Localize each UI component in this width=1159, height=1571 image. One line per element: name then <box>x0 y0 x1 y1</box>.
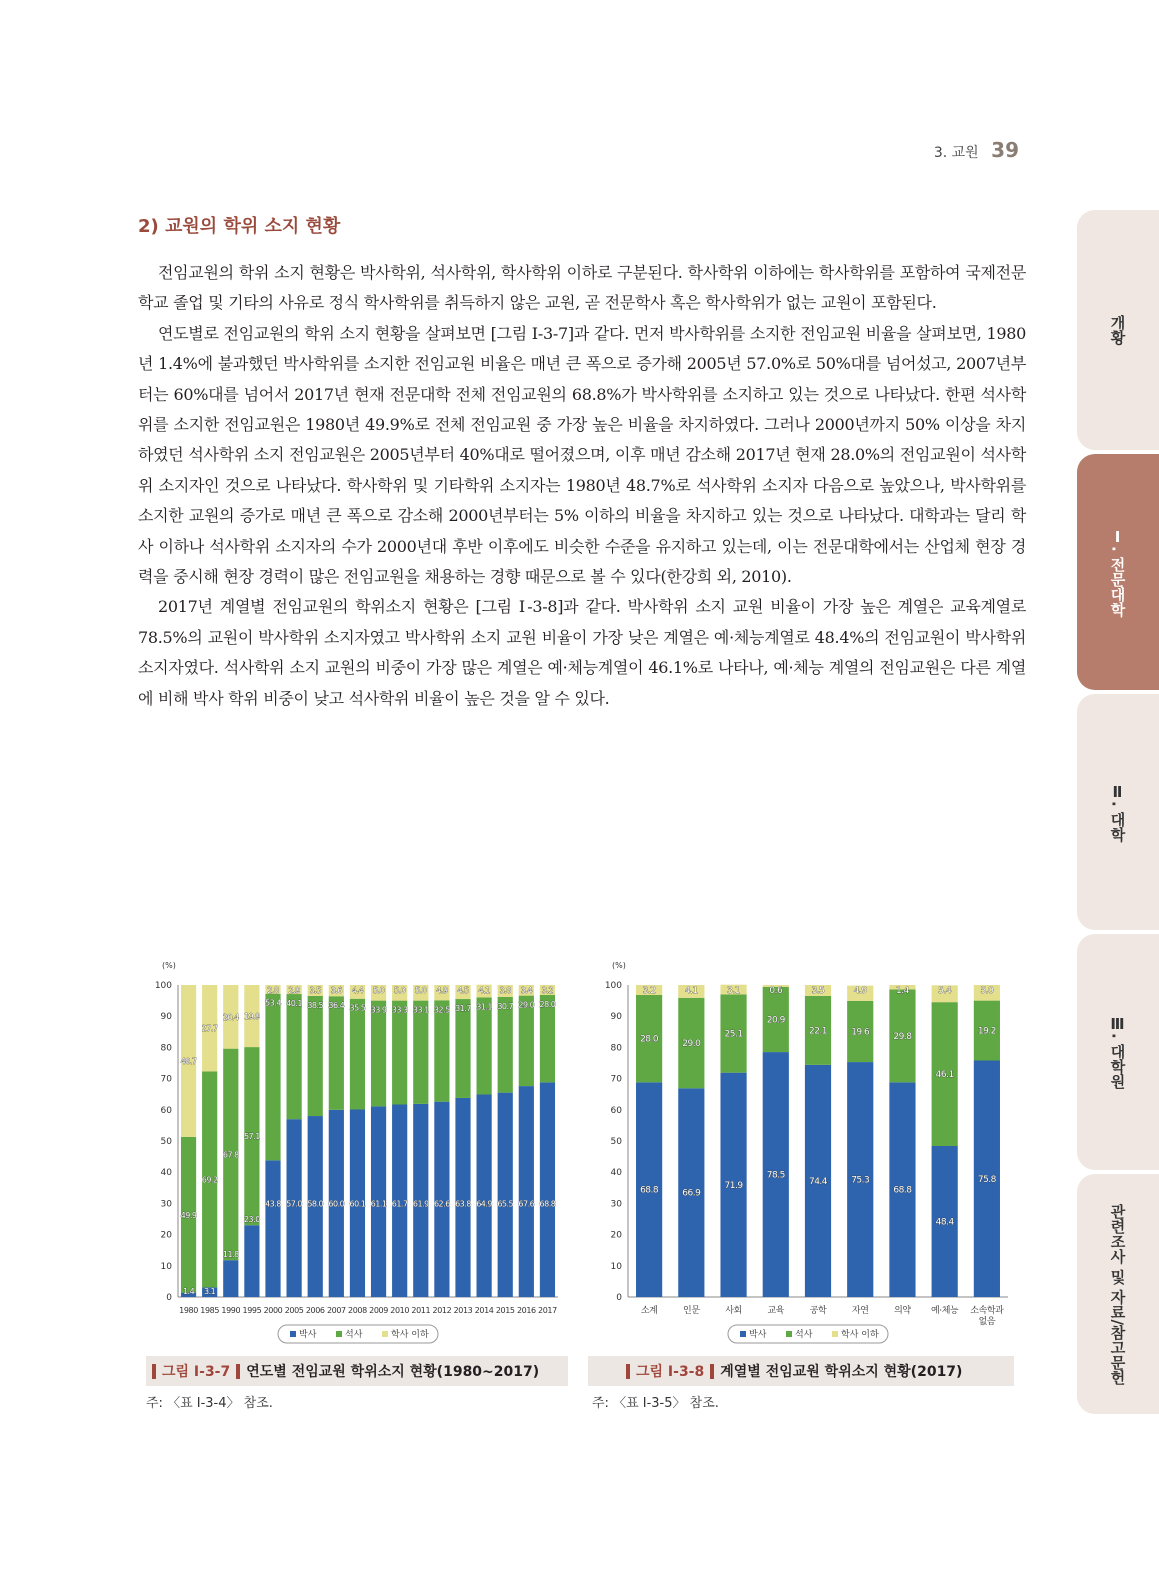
data-label-doctor: 75.8 <box>977 1174 996 1185</box>
y-tick-label: 30 <box>160 1199 172 1210</box>
bar-segment-doctor <box>223 1260 238 1297</box>
tab-label: Ⅲ. 대학원 <box>1108 1015 1127 1089</box>
x-tick-label: 없음 <box>978 1317 996 1327</box>
bar-segment-master <box>434 1000 449 1101</box>
y-tick-label: 0 <box>166 1293 172 1303</box>
data-label-doctor: 66.9 <box>682 1188 701 1199</box>
section-title: 2) 교원의 학위 소지 현황 <box>138 216 341 237</box>
tab-label: Ⅰ. 전문대학 <box>1108 527 1127 617</box>
data-label-master: 33.3 <box>391 1005 408 1015</box>
data-label-bachelor: 1.4 <box>896 986 909 996</box>
legend-label: 학사 이하 <box>391 1330 429 1340</box>
y-tick-label: 50 <box>160 1137 172 1147</box>
x-tick-label: 2008 <box>348 1306 367 1315</box>
bar-segment-master <box>455 999 470 1098</box>
data-label-master: 53.4 <box>265 998 281 1008</box>
data-label-bachelor: 19.9 <box>243 1012 260 1022</box>
data-label-bachelor: 5.0 <box>372 986 385 995</box>
y-tick-label: 100 <box>154 981 172 991</box>
legend-label: 학사 이하 <box>841 1330 879 1340</box>
y-tick-label: 90 <box>610 1012 622 1023</box>
data-label-master: 28.0 <box>640 1034 659 1045</box>
data-label-master: 57.1 <box>243 1132 260 1142</box>
y-tick-label: 10 <box>610 1261 622 1272</box>
x-tick-label: 예·체능 <box>930 1306 959 1316</box>
x-tick-label: 교육 <box>767 1306 785 1316</box>
bar-segment-doctor <box>455 1098 470 1297</box>
caption-marker <box>152 1364 156 1379</box>
data-label-master: 32.5 <box>433 1005 450 1015</box>
x-tick-label: 2015 <box>495 1306 515 1315</box>
data-label-doctor: 68.8 <box>640 1185 659 1196</box>
data-label-master: 25.1 <box>724 1029 743 1040</box>
x-tick-label: 2007 <box>326 1306 346 1315</box>
data-label-doctor: 71.9 <box>724 1180 743 1191</box>
data-label-doctor: 61.1 <box>370 1199 387 1209</box>
y-tick-label: 80 <box>160 1043 172 1054</box>
bar-segment-doctor <box>498 1093 513 1297</box>
x-tick-label: 2014 <box>474 1306 494 1315</box>
data-label-bachelor: 3.2 <box>642 986 656 996</box>
data-label-doctor: 1.4 <box>182 1287 195 1296</box>
bar-segment-doctor <box>244 1225 259 1297</box>
header-section: 3. 교원 <box>933 145 979 161</box>
data-label-bachelor: 0.6 <box>769 986 783 996</box>
x-tick-label: 1980 <box>179 1306 198 1315</box>
caption-marker <box>236 1364 240 1379</box>
y-unit-label: (%) <box>612 961 626 970</box>
paragraph: 연도별로 전임교원의 학위 소지 현황을 살펴보면 [그림 Ⅰ-3-7]과 같다. 먼저 박사학위를 소지한 전임교원 비율을 살펴보면, 1980년 1.4%에 불과했던 박사학위를 소지한 전임교원 비율은 매년 큰 폭으로 증가해 2005년 57.0%로 50%대를 넘어섰고, 2007년부터는 60%대를 넘어서 2017년 현재 전문대학 전체 전임교원의 68.8%가 박사학위를 소지하고 있는 것으로 나타났다. 한편 석사학위를 소지한 전임교원은 1980년 49.9%로 전체 전임교원 중 가장 높은 비율을 차지하였다. 그러나 2000년까지 50% 이상을 차지하였던 석사학위 소지 전임교원은 2005년부터 40%대로 떨어졌으며, 이후 매년 감소해 2017년 현재 28.0%의 전임교원이 석사학위 소지자인 것으로 나타났다. 학사학위 및 기타학위 소지자는 1980년 48.7%로 석사학위 소지자 다음으로 높았으나, 박사학위를 소지한 교원의 증가로 매년 큰 폭으로 감소해 2000년부터는 5% 이하의 비율을 차지하고 있는 것으로 나타났다. 대학과는 달리 학사 이하나 석사학위 소지자의 수가 2000년대 후반 이후에도 비슷한 수준을 유지하고 있는데, 이는 전문대학에서는 산업체 현장 경력을 중시해 현장 경력이 많은 전임교원을 채용하는 경향 때문으로 볼 수 있다(한강희 외, 2010). <box>138 323 1026 587</box>
bar-segment-doctor <box>477 1095 492 1297</box>
data-label-master: 69.2 <box>201 1175 218 1185</box>
data-label-bachelor: 2.8 <box>267 986 279 995</box>
data-label-bachelor: 2.9 <box>288 986 300 995</box>
data-label-master: 49.9 <box>180 1210 197 1220</box>
y-tick-label: 70 <box>160 1074 172 1085</box>
tab-graduate-school[interactable] <box>1077 934 1159 1170</box>
data-label-master: 19.6 <box>851 1027 870 1038</box>
data-label-master: 29.8 <box>893 1031 912 1042</box>
data-label-bachelor: 5.0 <box>980 986 994 996</box>
data-label-doctor: 3.1 <box>204 1287 216 1296</box>
data-label-doctor: 68.8 <box>539 1199 556 1209</box>
data-label-bachelor: 5.0 <box>415 986 427 995</box>
data-label-master: 19.2 <box>977 1026 996 1037</box>
bar-segment-master <box>265 994 280 1161</box>
chart-by-field-svg <box>588 952 1020 1352</box>
tab-references[interactable] <box>1077 1174 1159 1414</box>
x-tick-label: 2006 <box>305 1306 325 1315</box>
data-label-bachelor: 4.1 <box>684 986 698 996</box>
data-label-master: 38.5 <box>307 1000 324 1010</box>
data-label-bachelor: 20.4 <box>222 1012 239 1022</box>
data-label-master: 67.8 <box>222 1150 239 1160</box>
data-label-doctor: 74.4 <box>808 1176 828 1187</box>
bar-segment-master <box>350 999 365 1110</box>
y-tick-label: 10 <box>160 1261 172 1272</box>
bar-segment-master <box>477 997 492 1094</box>
x-tick-label: 2012 <box>432 1306 452 1315</box>
paragraph: 2017년 계열별 전임교원의 학위소지 현황은 [그림 Ⅰ-3-8]과 같다. 박사학위 소지 교원 비율이 가장 높은 계열은 교육계열로 78.5%의 교원이 박사학위 소지자였고 박사학위 소지 교원 비율이 가장 낮은 계열은 예·체능계열로 48.4%의 전임교원이 박사학위 소지자였다. 석사학위 소지 교원의 비중이 가장 많은 계열은 예·체능계열이 46.1%로 나타나, 예·체능 계열의 전임교원은 다른 계열에 비해 박사 학위 비중이 낮고 석사학위 비율이 높은 것을 알 수 있다. <box>138 597 1026 708</box>
caption-label: 그림 Ⅰ-3-7 <box>162 1364 231 1380</box>
y-tick-label: 40 <box>160 1168 172 1179</box>
bar-segment-master <box>392 1001 407 1105</box>
x-tick-label: 2000 <box>263 1306 283 1315</box>
tab-label: Ⅱ. 대학 <box>1108 782 1127 842</box>
page-header <box>934 138 1019 162</box>
data-label-master: 40.1 <box>286 999 303 1009</box>
figure-note-2: 주: 〈표 Ⅰ-3-5〉 참조. <box>592 1396 719 1411</box>
y-tick-label: 30 <box>610 1199 622 1210</box>
data-label-doctor: 61.7 <box>391 1199 408 1209</box>
chart-by-year-svg <box>138 952 570 1352</box>
x-tick-label: 소속학과 <box>970 1306 1004 1316</box>
data-label-master: 29.0 <box>518 1000 535 1010</box>
tab-label: 개황 <box>1108 315 1127 345</box>
legend-swatch <box>740 1331 746 1337</box>
x-tick-label: 사회 <box>725 1306 742 1316</box>
caption-label: 그림 Ⅰ-3-8 <box>636 1364 705 1380</box>
legend-label: 박사 <box>749 1330 767 1340</box>
y-tick-label: 90 <box>160 1012 172 1023</box>
data-label-master: 33.9 <box>370 1005 387 1015</box>
legend-swatch <box>786 1331 792 1337</box>
y-tick-label: 60 <box>160 1105 172 1116</box>
data-label-doctor: 57.0 <box>286 1199 303 1209</box>
y-unit-label: (%) <box>162 961 176 970</box>
x-tick-label: 소계 <box>640 1306 658 1316</box>
data-label-doctor: 11.8 <box>222 1250 239 1260</box>
data-label-bachelor: 4.1 <box>478 986 490 995</box>
data-label-bachelor: 3.1 <box>727 986 740 996</box>
data-label-bachelor: 3.5 <box>309 986 321 995</box>
legend-swatch <box>832 1331 838 1337</box>
body-text <box>138 258 1026 714</box>
legend-swatch <box>336 1331 342 1337</box>
data-label-doctor: 61.9 <box>412 1199 429 1209</box>
x-tick-label: 2010 <box>390 1306 410 1315</box>
y-tick-label: 20 <box>160 1230 172 1241</box>
tab-label: 관련조사 및 자료/참고문헌 <box>1108 1203 1127 1385</box>
data-label-master: 29.0 <box>682 1039 701 1050</box>
data-label-doctor: 75.3 <box>851 1175 870 1186</box>
x-tick-label: 인문 <box>683 1306 700 1316</box>
data-label-bachelor: 5.4 <box>938 986 952 996</box>
data-label-doctor: 68.8 <box>893 1185 912 1196</box>
data-label-master: 35.5 <box>349 1003 366 1013</box>
data-label-master: 31.1 <box>476 1002 493 1012</box>
paragraph: 전임교원의 학위 소지 현황은 박사학위, 석사학위, 학사학위 이하로 구분된다. 학사학위 이하에는 학사학위를 포함하여 국제전문학교 졸업 및 기타의 사유로 정식 학사학위를 취득하지 않은 교원, 곧 전문학사 혹은 학사학위가 없는 교원이 포함된다. <box>138 263 1026 313</box>
data-label-doctor: 78.5 <box>766 1170 785 1181</box>
data-label-bachelor: 4.5 <box>457 986 469 995</box>
data-label-master: 33.1 <box>412 1005 429 1015</box>
chart-by-year <box>138 952 570 1356</box>
caption-marker <box>710 1364 714 1379</box>
caption-title: 연도별 전임교원 학위소지 현황(1980~2017) <box>246 1364 540 1380</box>
data-label-bachelor: 3.4 <box>520 986 532 995</box>
data-label-doctor: 67.6 <box>518 1199 535 1209</box>
data-label-master: 36.4 <box>328 1001 345 1011</box>
y-tick-label: 40 <box>610 1168 622 1179</box>
tab-university[interactable] <box>1077 694 1159 930</box>
data-label-doctor: 62.6 <box>433 1199 450 1209</box>
figure-caption-1 <box>146 1356 568 1386</box>
data-label-bachelor: 3.8 <box>499 986 511 995</box>
x-tick-label: 2013 <box>453 1306 473 1315</box>
bar-segment-master <box>287 994 302 1119</box>
bar-segment-doctor <box>540 1082 555 1297</box>
x-tick-label: 2005 <box>284 1306 304 1315</box>
tab-junior-college[interactable] <box>1077 454 1159 690</box>
data-label-master: 20.9 <box>766 1015 785 1026</box>
data-label-doctor: 65.5 <box>497 1199 514 1209</box>
y-tick-label: 20 <box>610 1230 622 1241</box>
legend-label: 석사 <box>795 1330 813 1340</box>
data-label-master: 46.1 <box>935 1070 954 1081</box>
data-label-bachelor: 3.6 <box>330 986 342 995</box>
data-label-master: 22.1 <box>808 1026 828 1037</box>
data-label-doctor: 23.0 <box>243 1215 260 1225</box>
tab-overview[interactable] <box>1077 210 1159 450</box>
legend-swatch <box>382 1331 388 1337</box>
x-tick-label: 의약 <box>894 1306 911 1316</box>
caption-title: 계열별 전임교원 학위소지 현황(2017) <box>720 1364 963 1380</box>
data-label-bachelor: 3.2 <box>541 986 554 995</box>
data-label-doctor: 64.9 <box>476 1199 493 1209</box>
bar-segment-master <box>413 1001 428 1104</box>
x-tick-label: 자연 <box>851 1306 869 1316</box>
data-label-doctor: 60.1 <box>349 1199 366 1209</box>
y-tick-label: 50 <box>610 1137 622 1147</box>
data-label-bachelor: 48.7 <box>180 1056 197 1066</box>
chart-by-field <box>588 952 1020 1356</box>
data-label-master: 28.0 <box>539 999 556 1009</box>
x-tick-label: 1995 <box>242 1306 262 1315</box>
data-label-bachelor: 4.9 <box>853 986 867 996</box>
data-label-doctor: 58.0 <box>307 1199 324 1209</box>
x-tick-label: 2016 <box>516 1306 536 1315</box>
figure-caption-2 <box>588 1356 1014 1386</box>
bar-segment-master <box>498 997 513 1093</box>
data-label-doctor: 60.0 <box>328 1199 345 1209</box>
data-label-bachelor: 5.0 <box>394 986 406 995</box>
data-label-bachelor: 27.7 <box>201 1024 218 1034</box>
y-tick-label: 100 <box>604 981 622 991</box>
page-number: 39 <box>991 138 1019 162</box>
bar-segment-master <box>329 996 344 1110</box>
caption-marker <box>626 1364 630 1379</box>
bar-segment-master <box>308 996 323 1116</box>
y-tick-label: 60 <box>610 1105 622 1116</box>
data-label-doctor: 63.8 <box>455 1199 471 1209</box>
data-label-doctor: 48.4 <box>935 1217 954 1228</box>
data-label-bachelor: 4.9 <box>436 986 448 995</box>
x-tick-label: 2009 <box>369 1306 388 1315</box>
bar-segment-doctor <box>519 1086 534 1297</box>
bar-segment-doctor <box>265 1160 280 1297</box>
data-label-master: 31.7 <box>455 1004 471 1014</box>
x-tick-label: 1985 <box>200 1306 220 1315</box>
x-tick-label: 2017 <box>538 1306 557 1315</box>
y-tick-label: 70 <box>610 1074 622 1085</box>
x-tick-label: 공학 <box>809 1306 827 1316</box>
legend-swatch <box>290 1331 296 1337</box>
x-tick-label: 1990 <box>221 1306 241 1315</box>
data-label-bachelor: 3.5 <box>811 986 825 996</box>
data-label-bachelor: 4.4 <box>351 986 364 995</box>
bar-segment-master <box>371 1001 386 1107</box>
y-tick-label: 80 <box>610 1043 622 1054</box>
figure-note-1: 주: 〈표 Ⅰ-3-4〉 참조. <box>146 1396 273 1411</box>
data-label-doctor: 43.8 <box>265 1199 281 1209</box>
legend-label: 박사 <box>299 1330 317 1340</box>
data-label-master: 30.7 <box>497 1001 514 1011</box>
y-tick-label: 0 <box>616 1293 622 1303</box>
x-tick-label: 2011 <box>411 1306 431 1315</box>
legend-label: 석사 <box>345 1330 363 1340</box>
